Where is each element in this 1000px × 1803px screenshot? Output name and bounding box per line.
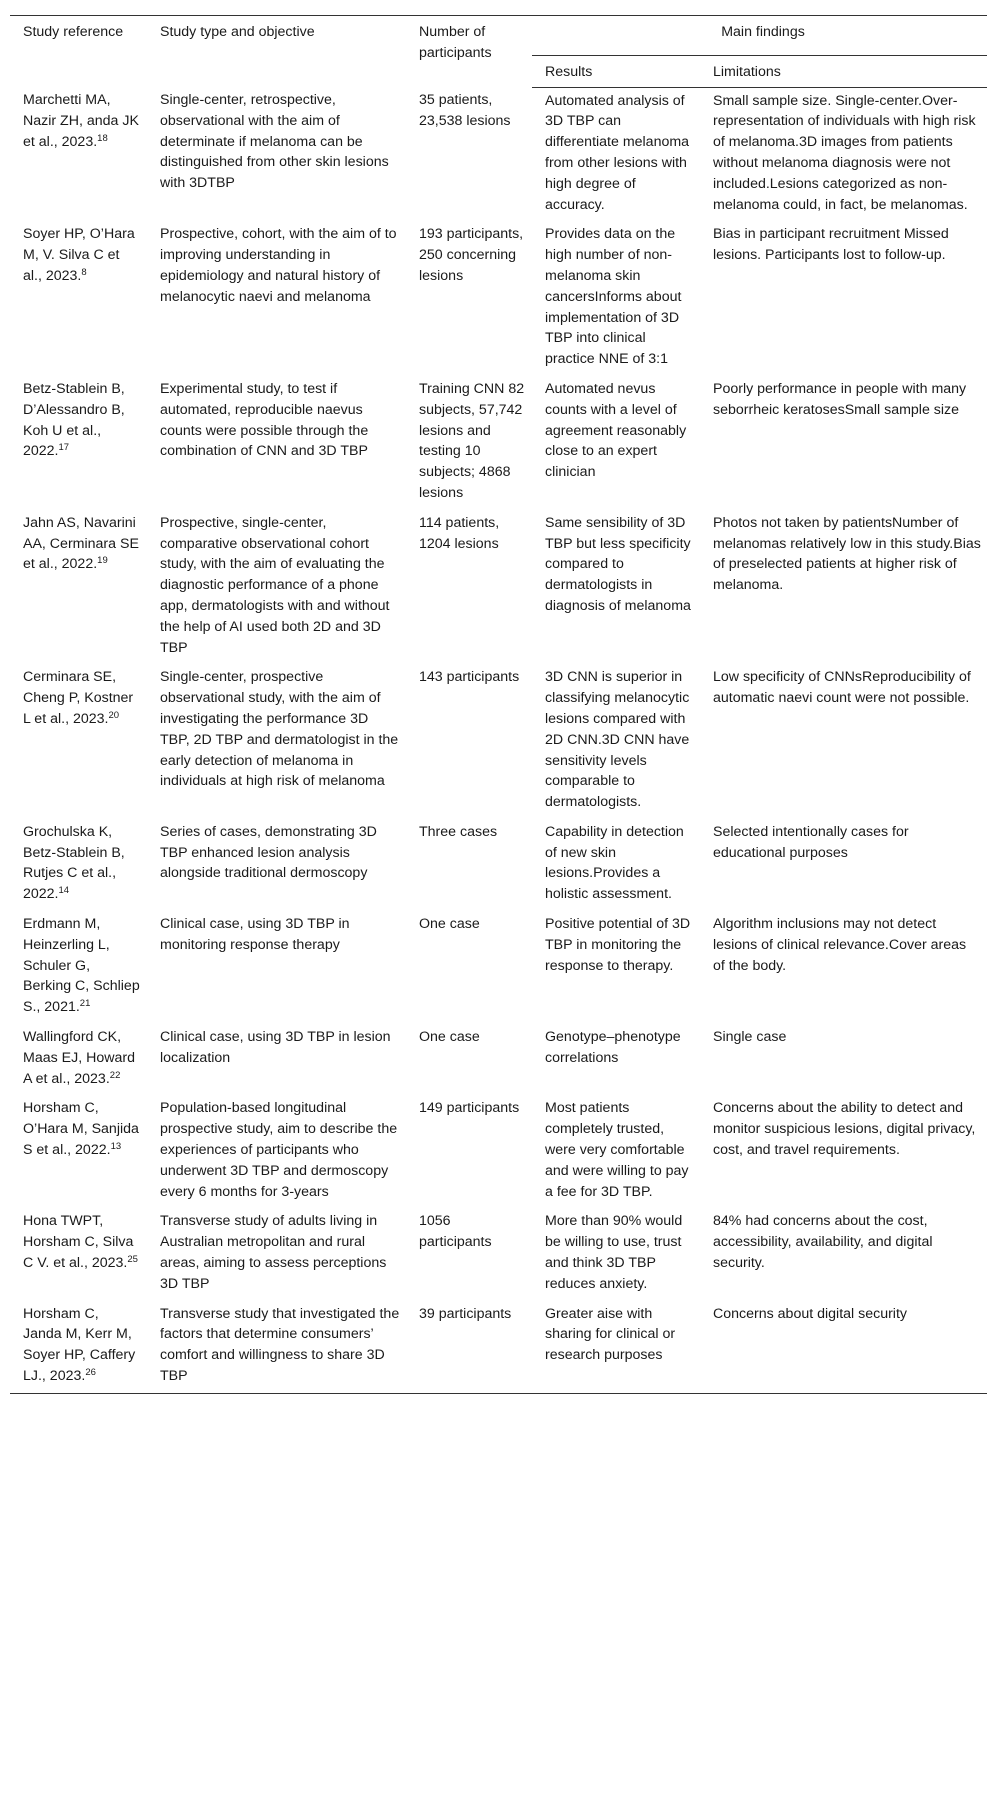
cell-study-type: [147, 510, 406, 665]
cell-results-text: More than 90% would be willing to use, trust and think 3D TBP reduces anxiety.: [545, 1213, 683, 1292]
cell-study-type-text: Single-center, prospective observational study, with the aim of investigating the performance 3D TBP, 2D TBP and dermatologist in the early detection of melanoma in individuals at high risk of melanoma: [160, 669, 399, 790]
cell-results: [532, 376, 700, 510]
cell-study-reference: [10, 1024, 147, 1095]
cell-study-reference-text: Wallingford CK, Maas EJ, Howard A et al., 2023.: [23, 1029, 135, 1087]
cell-limitations-text: Small sample size. Single-center.Over-representation of individuals with high risk of melanoma.3D images from patients without melanoma diagnosis were not included.Lesions categorized as non-melanoma could, in fact, be melanomas.: [713, 92, 976, 213]
cell-study-reference: [10, 87, 147, 221]
cell-results-text: Most patients completely trusted, were very comfortable and were willing to pay a fee for 3D TBP.: [545, 1100, 689, 1200]
cell-participants-text: 35 patients, 23,538 lesions: [419, 92, 511, 129]
cell-study-reference-text: Horsham C, O’Hara M, Sanjida S et al., 2022.: [23, 1100, 139, 1159]
cell-study-type-text: Prospective, single-center, comparative observational cohort study, with the aim of evaluating the diagnostic performance of a phone app, dermatologists with and without the help of AI used both 2D and 3D TBP: [160, 514, 390, 656]
cell-limitations: [700, 510, 987, 665]
cell-study-reference: [10, 1095, 147, 1208]
cell-study-reference-text: Betz-Stablein B, D’Alessandro B, Koh U et al., 2022.: [23, 380, 125, 460]
cell-study-type: [147, 1024, 406, 1095]
cell-study-reference: [10, 221, 147, 376]
cell-study-type-text: Series of cases, demonstrating 3D TBP enhanced lesion analysis alongside traditional dermoscopy: [160, 823, 377, 882]
table-row: [10, 911, 987, 1024]
cell-participants: [406, 1024, 532, 1095]
cell-study-reference-text: Jahn AS, Navarini AA, Cerminara SE et al., 2022.: [23, 514, 139, 573]
cell-participants: [406, 221, 532, 376]
cell-results: [532, 87, 700, 221]
cell-study-type: [147, 1095, 406, 1208]
cell-results-text: Same sensibility of 3D TBP but less specificity compared to dermatologists in diagnosis of melanoma: [545, 514, 691, 614]
cell-limitations: [700, 1301, 987, 1394]
cell-study-reference: [10, 819, 147, 911]
cell-participants-text: 39 participants: [419, 1305, 512, 1322]
cell-study-reference: [10, 1208, 147, 1300]
cell-results-text: Genotype–phenotype correlations: [545, 1029, 681, 1066]
cell-study-reference-text: Marchetti MA, Nazir ZH, anda JK et al., 2023.: [23, 92, 139, 150]
reference-number[interactable]: 22: [109, 1069, 121, 1081]
cell-participants: [406, 911, 532, 1024]
cell-limitations-text: Concerns about the ability to detect and monitor suspicious lesions, digital privacy, cost, and travel requirements.: [713, 1100, 976, 1159]
reference-number[interactable]: 26: [85, 1367, 96, 1379]
cell-study-reference: [10, 664, 147, 819]
cell-study-type-text: Experimental study, to test if automated, reproducible naevus counts were possible through the combination of CNN and 3D TBP: [160, 380, 369, 460]
cell-study-reference: [10, 510, 147, 665]
reference-number[interactable]: 18: [97, 132, 108, 144]
cell-study-type-text: Population-based longitudinal prospective study, aim to describe the experiences of participants who underwent 3D TBP and dermoscopy every 6 months for 3-years: [160, 1100, 398, 1200]
cell-participants-text: Training CNN 82 subjects, 57,742 lesions and testing 10 subjects; 4868 lesions: [419, 380, 525, 501]
table-row: [10, 1301, 987, 1394]
reference-number[interactable]: 14: [58, 885, 70, 897]
cell-limitations: [700, 911, 987, 1024]
cell-study-reference-text: Hona TWPT, Horsham C, Silva C V. et al., 2023.: [23, 1213, 134, 1272]
cell-limitations: [700, 1095, 987, 1208]
cell-participants: [406, 376, 532, 510]
header-main-findings: Main findings: [532, 16, 987, 56]
cell-limitations: [700, 221, 987, 376]
cell-results: [532, 911, 700, 1024]
table-row: [10, 221, 987, 376]
cell-participants-text: 193 participants, 250 concerning lesions: [419, 226, 524, 284]
cell-participants: [406, 87, 532, 221]
cell-results-text: Provides data on the high number of non-melanoma skin cancersInforms about implementation of 3D TBP into clinical practice NNE of 3:1: [545, 226, 682, 368]
cell-participants-text: 114 patients, 1204 lesions: [419, 514, 500, 552]
header-study-reference: Study reference: [10, 16, 147, 88]
cell-study-reference: [10, 911, 147, 1024]
cell-study-reference: [10, 1301, 147, 1394]
cell-limitations: [700, 664, 987, 819]
cell-study-reference-text: Grochulska K, Betz-Stablein B, Rutjes C et al., 2022.: [23, 823, 125, 903]
cell-limitations: [700, 819, 987, 911]
cell-results-text: Automated nevus counts with a level of agreement reasonably close to an expert clinician: [545, 380, 687, 481]
studies-table: [10, 15, 987, 1394]
cell-participants: [406, 510, 532, 665]
cell-study-type-text: Transverse study of adults living in Australian metropolitan and rural areas, aiming to assess perceptions 3D TBP: [160, 1213, 387, 1292]
cell-study-reference-text: Cerminara SE, Cheng P, Kostner L et al., 2023.: [23, 669, 134, 727]
header-results: Results: [532, 55, 700, 87]
cell-limitations: [700, 1208, 987, 1300]
cell-participants-text: Three cases: [419, 823, 498, 840]
cell-study-reference: [10, 376, 147, 510]
cell-study-reference-text: Horsham C, Janda M, Kerr M, Soyer HP, Caffery LJ., 2023.: [23, 1305, 136, 1385]
reference-number[interactable]: 13: [110, 1141, 122, 1153]
cell-study-type-text: Transverse study that investigated the factors that determine consumers’ comfort and willingness to share 3D TBP: [160, 1305, 400, 1385]
cell-results: [532, 819, 700, 911]
cell-results: [532, 221, 700, 376]
cell-results-text: Capability in detection of new skin lesions.Provides a holistic assessment.: [545, 823, 684, 903]
cell-results: [532, 1208, 700, 1300]
table-row: [10, 376, 987, 510]
cell-study-type: [147, 87, 406, 221]
cell-participants: [406, 1095, 532, 1208]
table-row: [10, 819, 987, 911]
cell-limitations: [700, 1024, 987, 1095]
reference-number[interactable]: 19: [97, 555, 108, 567]
cell-results-text: Positive potential of 3D TBP in monitoring the response to therapy.: [545, 916, 691, 974]
cell-limitations: [700, 376, 987, 510]
cell-participants-text: One case: [419, 916, 480, 933]
cell-study-type: [147, 376, 406, 510]
cell-participants-text: One case: [419, 1029, 480, 1046]
cell-limitations-text: Low specificity of CNNsReproducibility of automatic naevi count were not possible.: [713, 669, 971, 707]
table-row: [10, 664, 987, 819]
reference-number[interactable]: 21: [79, 998, 91, 1010]
cell-participants: [406, 1208, 532, 1300]
cell-study-type: [147, 1301, 406, 1394]
cell-study-type: [147, 221, 406, 376]
cell-participants-text: 1056 participants: [419, 1213, 492, 1251]
cell-study-type-text: Clinical case, using 3D TBP in monitoring response therapy: [160, 916, 350, 953]
cell-study-type: [147, 911, 406, 1024]
reference-number[interactable]: 8: [81, 266, 87, 278]
table-row: [10, 1095, 987, 1208]
cell-results: [532, 1301, 700, 1394]
cell-results: [532, 1024, 700, 1095]
cell-study-reference-text: Erdmann M, Heinzerling L, Schuler G, Berking C, Schliep S., 2021.: [23, 916, 140, 1016]
cell-study-reference-text: Soyer HP, O’Hara M, V. Silva C et al., 2023.: [23, 226, 135, 284]
header-limitations: Limitations: [700, 55, 987, 87]
header-row: [10, 16, 987, 56]
table-row: [10, 1024, 987, 1095]
cell-limitations-text: Algorithm inclusions may not detect lesions of clinical relevance.Cover areas of the body.: [713, 916, 967, 974]
cell-study-type-text: Prospective, cohort, with the aim of to improving understanding in epidemiology and natural history of melanocytic naevi and melanoma: [160, 226, 397, 305]
cell-participants: [406, 664, 532, 819]
table-row: [10, 87, 987, 221]
cell-study-type: [147, 664, 406, 819]
cell-results-text: Greater aise with sharing for clinical or research purposes: [545, 1305, 676, 1364]
cell-study-type: [147, 1208, 406, 1300]
table-row: [10, 510, 987, 665]
cell-limitations: [700, 87, 987, 221]
cell-results-text: 3D CNN is superior in classifying melanocytic lesions compared with 2D CNN.3D CNN have sensitivity levels comparable to dermatologists.: [545, 669, 690, 811]
cell-limitations-text: Concerns about digital security: [713, 1305, 907, 1322]
cell-limitations-text: Single case: [713, 1029, 787, 1046]
reference-number[interactable]: 25: [127, 1254, 138, 1266]
reference-number[interactable]: 20: [108, 709, 120, 721]
cell-results: [532, 510, 700, 665]
cell-limitations-text: Bias in participant recruitment Missed lesions. Participants lost to follow-up.: [713, 226, 949, 264]
cell-results: [532, 1095, 700, 1208]
cell-study-type-text: Single-center, retrospective, observational with the aim of determinate if melanoma can be distinguished from other skin lesions with 3DTBP: [160, 92, 389, 192]
cell-limitations-text: 84% had concerns about the cost, accessibility, availability, and digital security.: [713, 1213, 933, 1272]
cell-study-type: [147, 819, 406, 911]
cell-study-type-text: Clinical case, using 3D TBP in lesion localization: [160, 1029, 391, 1066]
cell-participants-text: 149 participants: [419, 1100, 520, 1117]
table-row: [10, 1208, 987, 1300]
table-body: [10, 87, 987, 1393]
cell-results: [532, 664, 700, 819]
cell-participants-text: 143 participants: [419, 669, 520, 686]
reference-number[interactable]: 17: [58, 442, 70, 454]
cell-participants: [406, 819, 532, 911]
cell-limitations-text: Photos not taken by patientsNumber of melanomas relatively low in this study.Bias of preselected patients at higher risk of melanoma.: [713, 514, 981, 594]
cell-limitations-text: Selected intentionally cases for educational purposes: [713, 823, 909, 861]
header-participants: Number of participants: [406, 16, 532, 88]
cell-limitations-text: Poorly performance in people with many seborrheic keratosesSmall sample size: [713, 380, 967, 418]
cell-results-text: Automated analysis of 3D TBP can differentiate melanoma from other lesions with high degree of accuracy.: [545, 92, 690, 213]
cell-participants: [406, 1301, 532, 1394]
header-study-type: Study type and objective: [147, 16, 406, 88]
